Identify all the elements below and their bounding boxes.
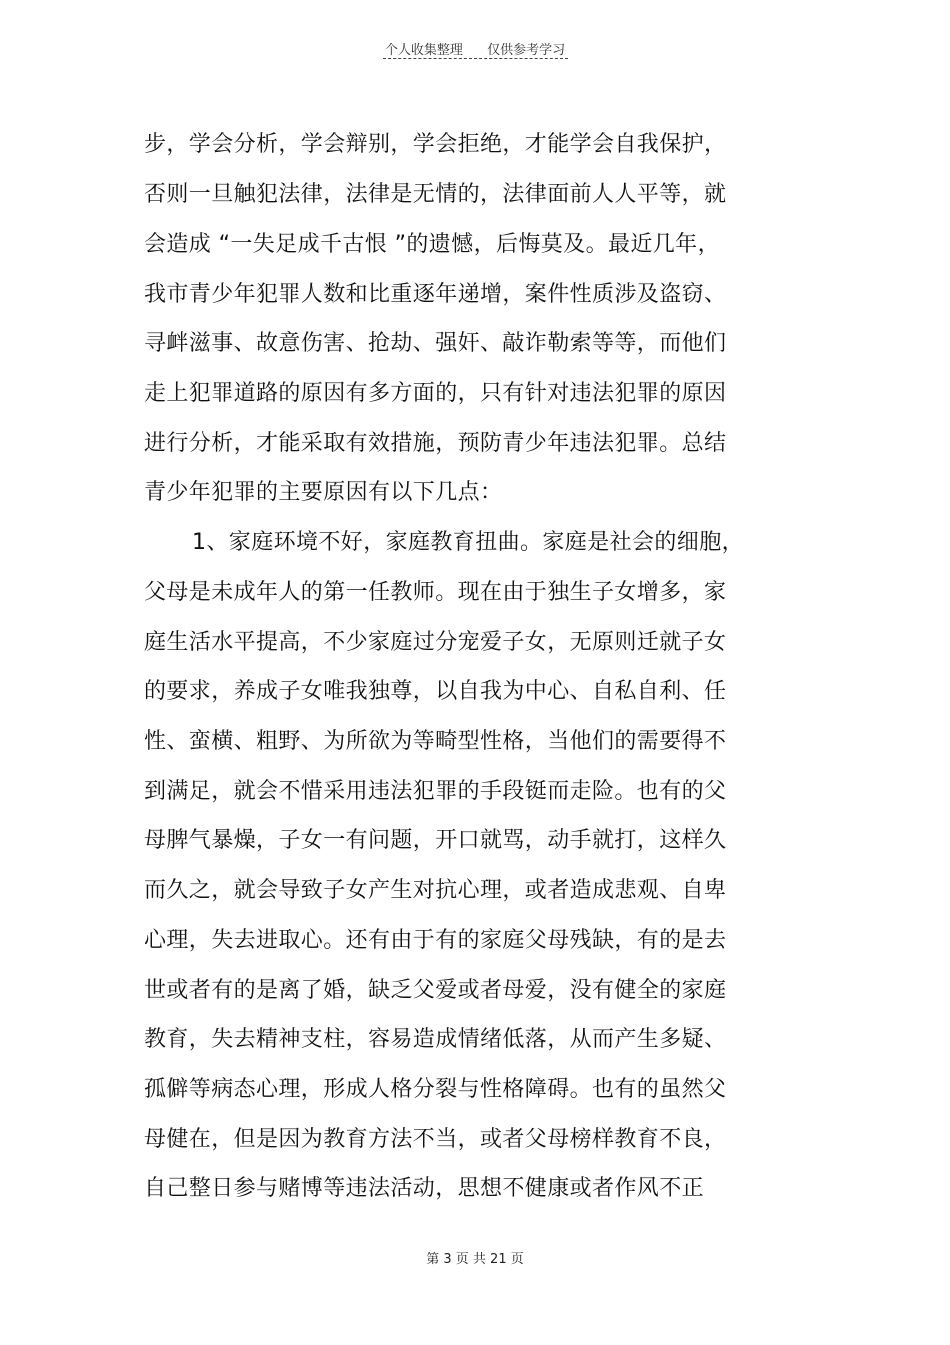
body-line: 心理，失去进取心。还有由于有的家庭父母残缺，有的是去 [144,928,727,953]
body-line: 否则一旦触犯法律，法律是无情的，法律面前人人平等，就 [144,182,727,207]
paragraph-heading-line: 1、家庭环境不好，家庭教育扭曲。家庭是社会的细胞， [192,530,744,555]
body-line: 父母是未成年人的第一任教师。现在由于独生子女增多，家 [144,580,727,605]
page-number-footer: 第 3 页 共 21 页 [426,1252,524,1267]
body-line: 而久之，就会导致子女产生对抗心理，或者造成悲观、自卑 [144,878,727,903]
body-line: 教育，失去精神支柱，容易造成情绪低落，从而产生多疑、 [144,1027,727,1052]
header-right-text: 仅供参考学习 [487,43,566,58]
header-left-text: 个人收集整理 [384,43,463,58]
page-header [0,39,950,60]
body-line: 到满足，就会不惜采用违法犯罪的手段铤而走险。也有的父 [144,779,727,804]
body-line: 的要求，养成子女唯我独尊，以自我为中心、自私自利、任 [144,679,727,704]
body-line: 性、蛮横、粗野、为所欲为等畸型性格，当他们的需要得不 [144,729,727,754]
header-dashed-rule [383,58,568,59]
body-line: 步，学会分析，学会辩别，学会拒绝，才能学会自我保护， [144,132,727,157]
body-line: 青少年犯罪的主要原因有以下几点： [144,480,503,505]
body-line: 母脾气暴燥，子女一有问题，开口就骂，动手就打，这样久 [144,828,727,853]
body-line: 走上犯罪道路的原因有多方面的，只有针对违法犯罪的原因 [144,381,727,406]
body-line: 我市青少年犯罪人数和比重逐年递增，案件性质涉及盗窃、 [144,282,727,307]
body-line: 寻衅滋事、故意伤害、抢劫、强奸、敲诈勒索等等，而他们 [144,331,727,356]
body-line: 会造成 “一失足成千古恨 ”的遗憾，后悔莫及。最近几年， [144,232,720,257]
body-line: 庭生活水平提高，不少家庭过分宠爱子女，无原则迁就子女 [144,630,727,655]
body-line: 进行分析，才能采取有效措施，预防青少年违法犯罪。总结 [144,431,727,456]
body-line: 自己整日参与赌博等违法活动，思想不健康或者作风不正 [144,1176,705,1201]
body-line: 母健在，但是因为教育方法不当，或者父母榜样教育不良， [144,1127,727,1152]
body-line: 世或者有的是离了婚，缺乏父爱或者母爱，没有健全的家庭 [144,978,727,1003]
body-line: 孤僻等病态心理，形成人格分裂与性格障碍。也有的虽然父 [144,1077,727,1102]
